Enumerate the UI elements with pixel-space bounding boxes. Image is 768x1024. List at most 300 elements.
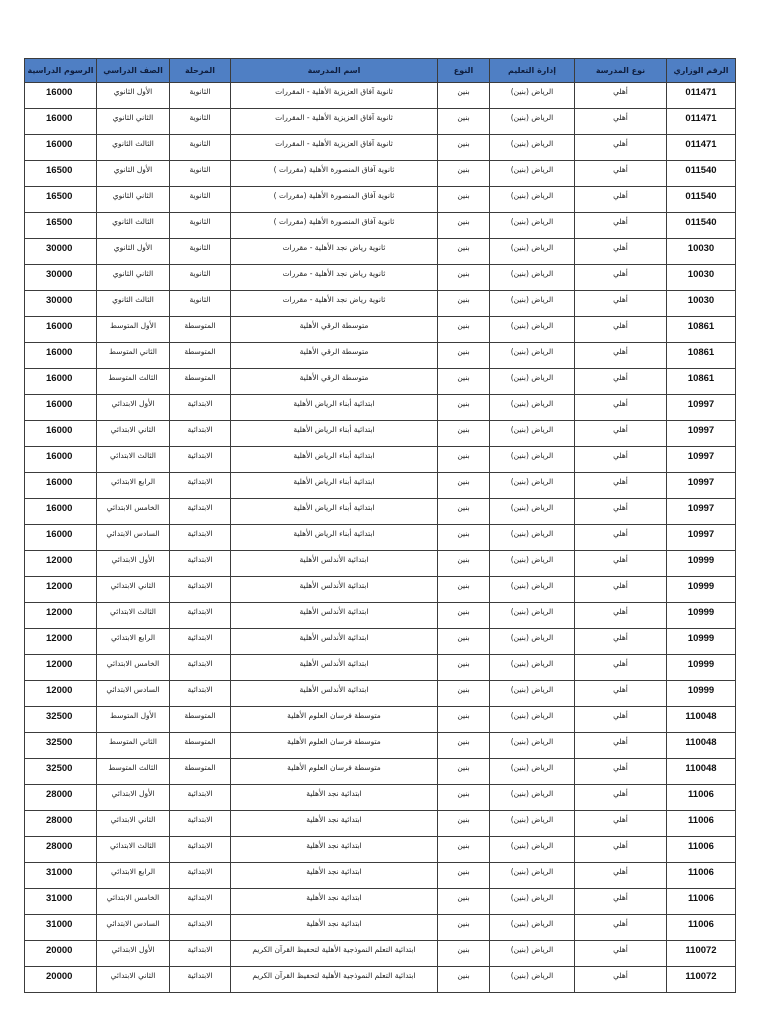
school-name-cell: ابتدائية أبناء الرياض الأهلية bbox=[231, 473, 438, 499]
grade-cell: الخامس الابتدائي bbox=[97, 655, 170, 681]
school-type-cell: أهلي bbox=[575, 655, 667, 681]
education-office-cell: الرياض (بنين) bbox=[490, 941, 575, 967]
stage-cell: الابتدائية bbox=[170, 941, 231, 967]
ministry-code-cell: 10861 bbox=[667, 317, 736, 343]
fees-cell: 30000 bbox=[25, 291, 97, 317]
education-office-cell: الرياض (بنين) bbox=[490, 577, 575, 603]
ministry-code-cell: 11006 bbox=[667, 811, 736, 837]
gender-cell: بنين bbox=[438, 317, 490, 343]
school-name-cell: ابتدائية نجد الأهلية bbox=[231, 863, 438, 889]
gender-cell: بنين bbox=[438, 525, 490, 551]
education-office-cell: الرياض (بنين) bbox=[490, 759, 575, 785]
education-office-cell: الرياض (بنين) bbox=[490, 395, 575, 421]
ministry-code-cell: 011540 bbox=[667, 161, 736, 187]
education-office-cell: الرياض (بنين) bbox=[490, 83, 575, 109]
ministry-code-cell: 10861 bbox=[667, 369, 736, 395]
table-row bbox=[25, 187, 736, 213]
ministry-code-cell: 110048 bbox=[667, 733, 736, 759]
table-row bbox=[25, 343, 736, 369]
gender-cell: بنين bbox=[438, 551, 490, 577]
table-row bbox=[25, 759, 736, 785]
ministry-code-cell: 10999 bbox=[667, 577, 736, 603]
school-type-cell: أهلي bbox=[575, 603, 667, 629]
stage-cell: المتوسطة bbox=[170, 343, 231, 369]
fees-cell: 32500 bbox=[25, 733, 97, 759]
table-row bbox=[25, 239, 736, 265]
table-row bbox=[25, 733, 736, 759]
grade-cell: الأول الثانوي bbox=[97, 161, 170, 187]
grade-cell: الثالث الابتدائي bbox=[97, 603, 170, 629]
gender-cell: بنين bbox=[438, 369, 490, 395]
school-type-cell: أهلي bbox=[575, 187, 667, 213]
table-row bbox=[25, 889, 736, 915]
grade-cell: الخامس الابتدائي bbox=[97, 889, 170, 915]
fees-cell: 16000 bbox=[25, 395, 97, 421]
grade-cell: السادس الابتدائي bbox=[97, 681, 170, 707]
education-office-cell: الرياض (بنين) bbox=[490, 213, 575, 239]
education-office-cell: الرياض (بنين) bbox=[490, 343, 575, 369]
grade-cell: الثالث الابتدائي bbox=[97, 837, 170, 863]
education-office-cell: الرياض (بنين) bbox=[490, 551, 575, 577]
school-name-cell: ابتدائية الأندلس الأهلية bbox=[231, 655, 438, 681]
school-name-cell: ثانوية آفاق العزيزية الأهلية - المقررات bbox=[231, 83, 438, 109]
education-office-cell: الرياض (بنين) bbox=[490, 603, 575, 629]
table-row bbox=[25, 109, 736, 135]
school-type-cell: أهلي bbox=[575, 135, 667, 161]
grade-cell: الأول الثانوي bbox=[97, 239, 170, 265]
school-type-cell: أهلي bbox=[575, 837, 667, 863]
gender-cell: بنين bbox=[438, 889, 490, 915]
school-name-cell: ابتدائية أبناء الرياض الأهلية bbox=[231, 421, 438, 447]
fees-cell: 16000 bbox=[25, 317, 97, 343]
school-name-cell: ثانوية رياض نجد الأهلية - مقررات bbox=[231, 265, 438, 291]
stage-cell: الثانوية bbox=[170, 213, 231, 239]
ministry-code-cell: 10999 bbox=[667, 655, 736, 681]
school-type-cell: أهلي bbox=[575, 83, 667, 109]
stage-cell: الابتدائية bbox=[170, 577, 231, 603]
ministry-code-cell: 10997 bbox=[667, 395, 736, 421]
grade-cell: الثالث الثانوي bbox=[97, 135, 170, 161]
grade-cell: الرابع الابتدائي bbox=[97, 629, 170, 655]
grade-cell: الثاني المتوسط bbox=[97, 733, 170, 759]
ministry-code-cell: 10997 bbox=[667, 473, 736, 499]
education-office-cell: الرياض (بنين) bbox=[490, 837, 575, 863]
grade-cell: الأول الثانوي bbox=[97, 83, 170, 109]
table-row bbox=[25, 447, 736, 473]
gender-cell: بنين bbox=[438, 291, 490, 317]
education-office-cell: الرياض (بنين) bbox=[490, 447, 575, 473]
gender-cell: بنين bbox=[438, 629, 490, 655]
gender-cell: بنين bbox=[438, 213, 490, 239]
school-name-cell: متوسطة الرقي الأهلية bbox=[231, 343, 438, 369]
stage-cell: المتوسطة bbox=[170, 707, 231, 733]
header-school-type: نوع المدرسة bbox=[575, 59, 667, 83]
fees-cell: 16000 bbox=[25, 525, 97, 551]
table-row bbox=[25, 629, 736, 655]
education-office-cell: الرياض (بنين) bbox=[490, 811, 575, 837]
education-office-cell: الرياض (بنين) bbox=[490, 863, 575, 889]
ministry-code-cell: 10030 bbox=[667, 239, 736, 265]
fees-cell: 16000 bbox=[25, 447, 97, 473]
grade-cell: الثاني الثانوي bbox=[97, 187, 170, 213]
ministry-code-cell: 11006 bbox=[667, 915, 736, 941]
grade-cell: الخامس الابتدائي bbox=[97, 499, 170, 525]
gender-cell: بنين bbox=[438, 473, 490, 499]
table-row bbox=[25, 525, 736, 551]
stage-cell: الابتدائية bbox=[170, 655, 231, 681]
table-row bbox=[25, 161, 736, 187]
fees-cell: 28000 bbox=[25, 837, 97, 863]
gender-cell: بنين bbox=[438, 135, 490, 161]
ministry-code-cell: 110072 bbox=[667, 941, 736, 967]
stage-cell: الابتدائية bbox=[170, 421, 231, 447]
table-row bbox=[25, 863, 736, 889]
fees-cell: 16000 bbox=[25, 109, 97, 135]
school-name-cell: ثانوية رياض نجد الأهلية - مقررات bbox=[231, 239, 438, 265]
education-office-cell: الرياض (بنين) bbox=[490, 707, 575, 733]
grade-cell: الثالث الثانوي bbox=[97, 213, 170, 239]
stage-cell: المتوسطة bbox=[170, 733, 231, 759]
fees-cell: 32500 bbox=[25, 707, 97, 733]
fees-cell: 12000 bbox=[25, 577, 97, 603]
education-office-cell: الرياض (بنين) bbox=[490, 135, 575, 161]
table-row bbox=[25, 603, 736, 629]
stage-cell: الثانوية bbox=[170, 83, 231, 109]
ministry-code-cell: 10861 bbox=[667, 343, 736, 369]
stage-cell: الابتدائية bbox=[170, 551, 231, 577]
education-office-cell: الرياض (بنين) bbox=[490, 317, 575, 343]
school-type-cell: أهلي bbox=[575, 499, 667, 525]
table-row bbox=[25, 915, 736, 941]
school-name-cell: ابتدائية نجد الأهلية bbox=[231, 889, 438, 915]
table-row bbox=[25, 421, 736, 447]
grade-cell: الثاني الابتدائي bbox=[97, 811, 170, 837]
table-row bbox=[25, 967, 736, 993]
fees-cell: 16000 bbox=[25, 421, 97, 447]
fees-cell: 32500 bbox=[25, 759, 97, 785]
table-row bbox=[25, 785, 736, 811]
gender-cell: بنين bbox=[438, 343, 490, 369]
ministry-code-cell: 11006 bbox=[667, 889, 736, 915]
table-row bbox=[25, 369, 736, 395]
gender-cell: بنين bbox=[438, 499, 490, 525]
stage-cell: المتوسطة bbox=[170, 369, 231, 395]
ministry-code-cell: 011540 bbox=[667, 187, 736, 213]
school-name-cell: ابتدائية الأندلس الأهلية bbox=[231, 603, 438, 629]
school-name-cell: ثانوية آفاق المنصورة الأهلية (مقررات ) bbox=[231, 213, 438, 239]
ministry-code-cell: 10030 bbox=[667, 265, 736, 291]
school-type-cell: أهلي bbox=[575, 395, 667, 421]
fees-cell: 16000 bbox=[25, 499, 97, 525]
table-row bbox=[25, 655, 736, 681]
school-name-cell: ثانوية آفاق العزيزية الأهلية - المقررات bbox=[231, 109, 438, 135]
gender-cell: بنين bbox=[438, 863, 490, 889]
school-name-cell: ابتدائية التعلم النموذجية الأهلية لتحفيظ القرآن الكريم bbox=[231, 967, 438, 993]
gender-cell: بنين bbox=[438, 239, 490, 265]
school-name-cell: ابتدائية نجد الأهلية bbox=[231, 837, 438, 863]
ministry-code-cell: 011540 bbox=[667, 213, 736, 239]
grade-cell: الثاني الابتدائي bbox=[97, 967, 170, 993]
school-type-cell: أهلي bbox=[575, 967, 667, 993]
ministry-code-cell: 11006 bbox=[667, 837, 736, 863]
gender-cell: بنين bbox=[438, 83, 490, 109]
ministry-code-cell: 110048 bbox=[667, 707, 736, 733]
ministry-code-cell: 011471 bbox=[667, 83, 736, 109]
stage-cell: المتوسطة bbox=[170, 317, 231, 343]
header-school-name: اسم المدرسة bbox=[231, 59, 438, 83]
table-row bbox=[25, 473, 736, 499]
grade-cell: الأول المتوسط bbox=[97, 317, 170, 343]
stage-cell: الابتدائية bbox=[170, 811, 231, 837]
school-type-cell: أهلي bbox=[575, 551, 667, 577]
school-name-cell: ابتدائية نجد الأهلية bbox=[231, 915, 438, 941]
table-row bbox=[25, 213, 736, 239]
school-type-cell: أهلي bbox=[575, 915, 667, 941]
fees-cell: 16500 bbox=[25, 161, 97, 187]
stage-cell: الابتدائية bbox=[170, 915, 231, 941]
school-type-cell: أهلي bbox=[575, 343, 667, 369]
school-type-cell: أهلي bbox=[575, 941, 667, 967]
education-office-cell: الرياض (بنين) bbox=[490, 187, 575, 213]
school-name-cell: ابتدائية أبناء الرياض الأهلية bbox=[231, 395, 438, 421]
school-name-cell: متوسطة فرسان العلوم الأهلية bbox=[231, 733, 438, 759]
ministry-code-cell: 10997 bbox=[667, 525, 736, 551]
grade-cell: الأول الابتدائي bbox=[97, 395, 170, 421]
fees-cell: 12000 bbox=[25, 629, 97, 655]
gender-cell: بنين bbox=[438, 811, 490, 837]
stage-cell: الابتدائية bbox=[170, 889, 231, 915]
gender-cell: بنين bbox=[438, 655, 490, 681]
table-row bbox=[25, 707, 736, 733]
fees-cell: 31000 bbox=[25, 915, 97, 941]
grade-cell: الأول الابتدائي bbox=[97, 551, 170, 577]
education-office-cell: الرياض (بنين) bbox=[490, 785, 575, 811]
gender-cell: بنين bbox=[438, 759, 490, 785]
education-office-cell: الرياض (بنين) bbox=[490, 525, 575, 551]
school-name-cell: ابتدائية أبناء الرياض الأهلية bbox=[231, 447, 438, 473]
school-type-cell: أهلي bbox=[575, 759, 667, 785]
fees-cell: 16500 bbox=[25, 213, 97, 239]
table-row bbox=[25, 265, 736, 291]
education-office-cell: الرياض (بنين) bbox=[490, 655, 575, 681]
fees-cell: 16000 bbox=[25, 343, 97, 369]
school-name-cell: متوسطة فرسان العلوم الأهلية bbox=[231, 707, 438, 733]
table-row bbox=[25, 941, 736, 967]
grade-cell: الأول الابتدائي bbox=[97, 941, 170, 967]
gender-cell: بنين bbox=[438, 577, 490, 603]
fees-cell: 28000 bbox=[25, 811, 97, 837]
school-type-cell: أهلي bbox=[575, 473, 667, 499]
fees-cell: 16000 bbox=[25, 473, 97, 499]
grade-cell: الثاني المتوسط bbox=[97, 343, 170, 369]
grade-cell: السادس الابتدائي bbox=[97, 525, 170, 551]
grade-cell: الأول المتوسط bbox=[97, 707, 170, 733]
fees-cell: 12000 bbox=[25, 551, 97, 577]
table-row bbox=[25, 135, 736, 161]
school-type-cell: أهلي bbox=[575, 317, 667, 343]
ministry-code-cell: 10999 bbox=[667, 551, 736, 577]
grade-cell: الثالث المتوسط bbox=[97, 759, 170, 785]
school-type-cell: أهلي bbox=[575, 369, 667, 395]
school-name-cell: ابتدائية أبناء الرياض الأهلية bbox=[231, 499, 438, 525]
school-type-cell: أهلي bbox=[575, 291, 667, 317]
grade-cell: الثالث الثانوي bbox=[97, 291, 170, 317]
school-type-cell: أهلي bbox=[575, 265, 667, 291]
fees-cell: 12000 bbox=[25, 603, 97, 629]
table-row bbox=[25, 317, 736, 343]
fees-cell: 31000 bbox=[25, 863, 97, 889]
header-grade: الصف الدراسي bbox=[97, 59, 170, 83]
school-name-cell: ابتدائية التعلم النموذجية الأهلية لتحفيظ القرآن الكريم bbox=[231, 941, 438, 967]
education-office-cell: الرياض (بنين) bbox=[490, 681, 575, 707]
header-gender: النوع bbox=[438, 59, 490, 83]
stage-cell: الثانوية bbox=[170, 265, 231, 291]
school-type-cell: أهلي bbox=[575, 239, 667, 265]
gender-cell: بنين bbox=[438, 161, 490, 187]
grade-cell: الثالث المتوسط bbox=[97, 369, 170, 395]
fees-sheet bbox=[24, 58, 735, 993]
school-name-cell: متوسطة الرقي الأهلية bbox=[231, 369, 438, 395]
gender-cell: بنين bbox=[438, 447, 490, 473]
gender-cell: بنين bbox=[438, 915, 490, 941]
gender-cell: بنين bbox=[438, 109, 490, 135]
school-fees-table bbox=[24, 58, 736, 993]
ministry-code-cell: 10997 bbox=[667, 447, 736, 473]
school-type-cell: أهلي bbox=[575, 577, 667, 603]
stage-cell: المتوسطة bbox=[170, 759, 231, 785]
school-type-cell: أهلي bbox=[575, 681, 667, 707]
gender-cell: بنين bbox=[438, 941, 490, 967]
fees-cell: 12000 bbox=[25, 681, 97, 707]
fees-cell: 20000 bbox=[25, 941, 97, 967]
stage-cell: الثانوية bbox=[170, 291, 231, 317]
fees-cell: 12000 bbox=[25, 655, 97, 681]
ministry-code-cell: 11006 bbox=[667, 785, 736, 811]
school-type-cell: أهلي bbox=[575, 447, 667, 473]
school-type-cell: أهلي bbox=[575, 525, 667, 551]
gender-cell: بنين bbox=[438, 837, 490, 863]
school-name-cell: متوسطة فرسان العلوم الأهلية bbox=[231, 759, 438, 785]
education-office-cell: الرياض (بنين) bbox=[490, 291, 575, 317]
stage-cell: الابتدائية bbox=[170, 395, 231, 421]
header-ministry-code: الرقم الوزاري bbox=[667, 59, 736, 83]
fees-cell: 31000 bbox=[25, 889, 97, 915]
gender-cell: بنين bbox=[438, 395, 490, 421]
ministry-code-cell: 10999 bbox=[667, 629, 736, 655]
school-name-cell: ابتدائية الأندلس الأهلية bbox=[231, 629, 438, 655]
table-row bbox=[25, 499, 736, 525]
education-office-cell: الرياض (بنين) bbox=[490, 499, 575, 525]
ministry-code-cell: 10997 bbox=[667, 421, 736, 447]
stage-cell: الابتدائية bbox=[170, 681, 231, 707]
table-row bbox=[25, 395, 736, 421]
table-row bbox=[25, 83, 736, 109]
gender-cell: بنين bbox=[438, 421, 490, 447]
gender-cell: بنين bbox=[438, 265, 490, 291]
school-type-cell: أهلي bbox=[575, 733, 667, 759]
school-name-cell: ابتدائية نجد الأهلية bbox=[231, 785, 438, 811]
school-type-cell: أهلي bbox=[575, 109, 667, 135]
ministry-code-cell: 011471 bbox=[667, 135, 736, 161]
fees-cell: 16000 bbox=[25, 369, 97, 395]
school-type-cell: أهلي bbox=[575, 889, 667, 915]
school-name-cell: ثانوية رياض نجد الأهلية - مقررات bbox=[231, 291, 438, 317]
grade-cell: السادس الابتدائي bbox=[97, 915, 170, 941]
education-office-cell: الرياض (بنين) bbox=[490, 629, 575, 655]
gender-cell: بنين bbox=[438, 603, 490, 629]
stage-cell: الثانوية bbox=[170, 187, 231, 213]
ministry-code-cell: 10997 bbox=[667, 499, 736, 525]
school-type-cell: أهلي bbox=[575, 811, 667, 837]
gender-cell: بنين bbox=[438, 967, 490, 993]
ministry-code-cell: 011471 bbox=[667, 109, 736, 135]
education-office-cell: الرياض (بنين) bbox=[490, 733, 575, 759]
table-row bbox=[25, 577, 736, 603]
header-education-office: إدارة التعليم bbox=[490, 59, 575, 83]
table-row bbox=[25, 291, 736, 317]
stage-cell: الابتدائية bbox=[170, 785, 231, 811]
ministry-code-cell: 110048 bbox=[667, 759, 736, 785]
education-office-cell: الرياض (بنين) bbox=[490, 265, 575, 291]
stage-cell: الابتدائية bbox=[170, 863, 231, 889]
school-name-cell: ابتدائية الأندلس الأهلية bbox=[231, 681, 438, 707]
fees-cell: 16000 bbox=[25, 83, 97, 109]
school-type-cell: أهلي bbox=[575, 863, 667, 889]
school-name-cell: ابتدائية الأندلس الأهلية bbox=[231, 577, 438, 603]
education-office-cell: الرياض (بنين) bbox=[490, 473, 575, 499]
school-name-cell: ثانوية آفاق العزيزية الأهلية - المقررات bbox=[231, 135, 438, 161]
school-type-cell: أهلي bbox=[575, 629, 667, 655]
school-type-cell: أهلي bbox=[575, 785, 667, 811]
header-row bbox=[25, 59, 736, 83]
stage-cell: الثانوية bbox=[170, 135, 231, 161]
stage-cell: الابتدائية bbox=[170, 473, 231, 499]
education-office-cell: الرياض (بنين) bbox=[490, 161, 575, 187]
grade-cell: الرابع الابتدائي bbox=[97, 473, 170, 499]
stage-cell: الابتدائية bbox=[170, 525, 231, 551]
stage-cell: الابتدائية bbox=[170, 967, 231, 993]
stage-cell: الثانوية bbox=[170, 239, 231, 265]
gender-cell: بنين bbox=[438, 733, 490, 759]
grade-cell: الثاني الثانوي bbox=[97, 109, 170, 135]
grade-cell: الرابع الابتدائي bbox=[97, 863, 170, 889]
education-office-cell: الرياض (بنين) bbox=[490, 421, 575, 447]
stage-cell: الثانوية bbox=[170, 161, 231, 187]
school-name-cell: ابتدائية نجد الأهلية bbox=[231, 811, 438, 837]
stage-cell: الابتدائية bbox=[170, 603, 231, 629]
ministry-code-cell: 10999 bbox=[667, 603, 736, 629]
school-type-cell: أهلي bbox=[575, 421, 667, 447]
fees-cell: 28000 bbox=[25, 785, 97, 811]
table-row bbox=[25, 551, 736, 577]
stage-cell: الابتدائية bbox=[170, 447, 231, 473]
education-office-cell: الرياض (بنين) bbox=[490, 915, 575, 941]
fees-cell: 30000 bbox=[25, 265, 97, 291]
school-type-cell: أهلي bbox=[575, 707, 667, 733]
ministry-code-cell: 10999 bbox=[667, 681, 736, 707]
header-stage: المرحلة bbox=[170, 59, 231, 83]
fees-cell: 20000 bbox=[25, 967, 97, 993]
fees-cell: 16500 bbox=[25, 187, 97, 213]
gender-cell: بنين bbox=[438, 187, 490, 213]
fees-cell: 30000 bbox=[25, 239, 97, 265]
table-row bbox=[25, 811, 736, 837]
ministry-code-cell: 11006 bbox=[667, 863, 736, 889]
ministry-code-cell: 110072 bbox=[667, 967, 736, 993]
education-office-cell: الرياض (بنين) bbox=[490, 109, 575, 135]
school-name-cell: ثانوية آفاق المنصورة الأهلية (مقررات ) bbox=[231, 161, 438, 187]
stage-cell: الابتدائية bbox=[170, 629, 231, 655]
